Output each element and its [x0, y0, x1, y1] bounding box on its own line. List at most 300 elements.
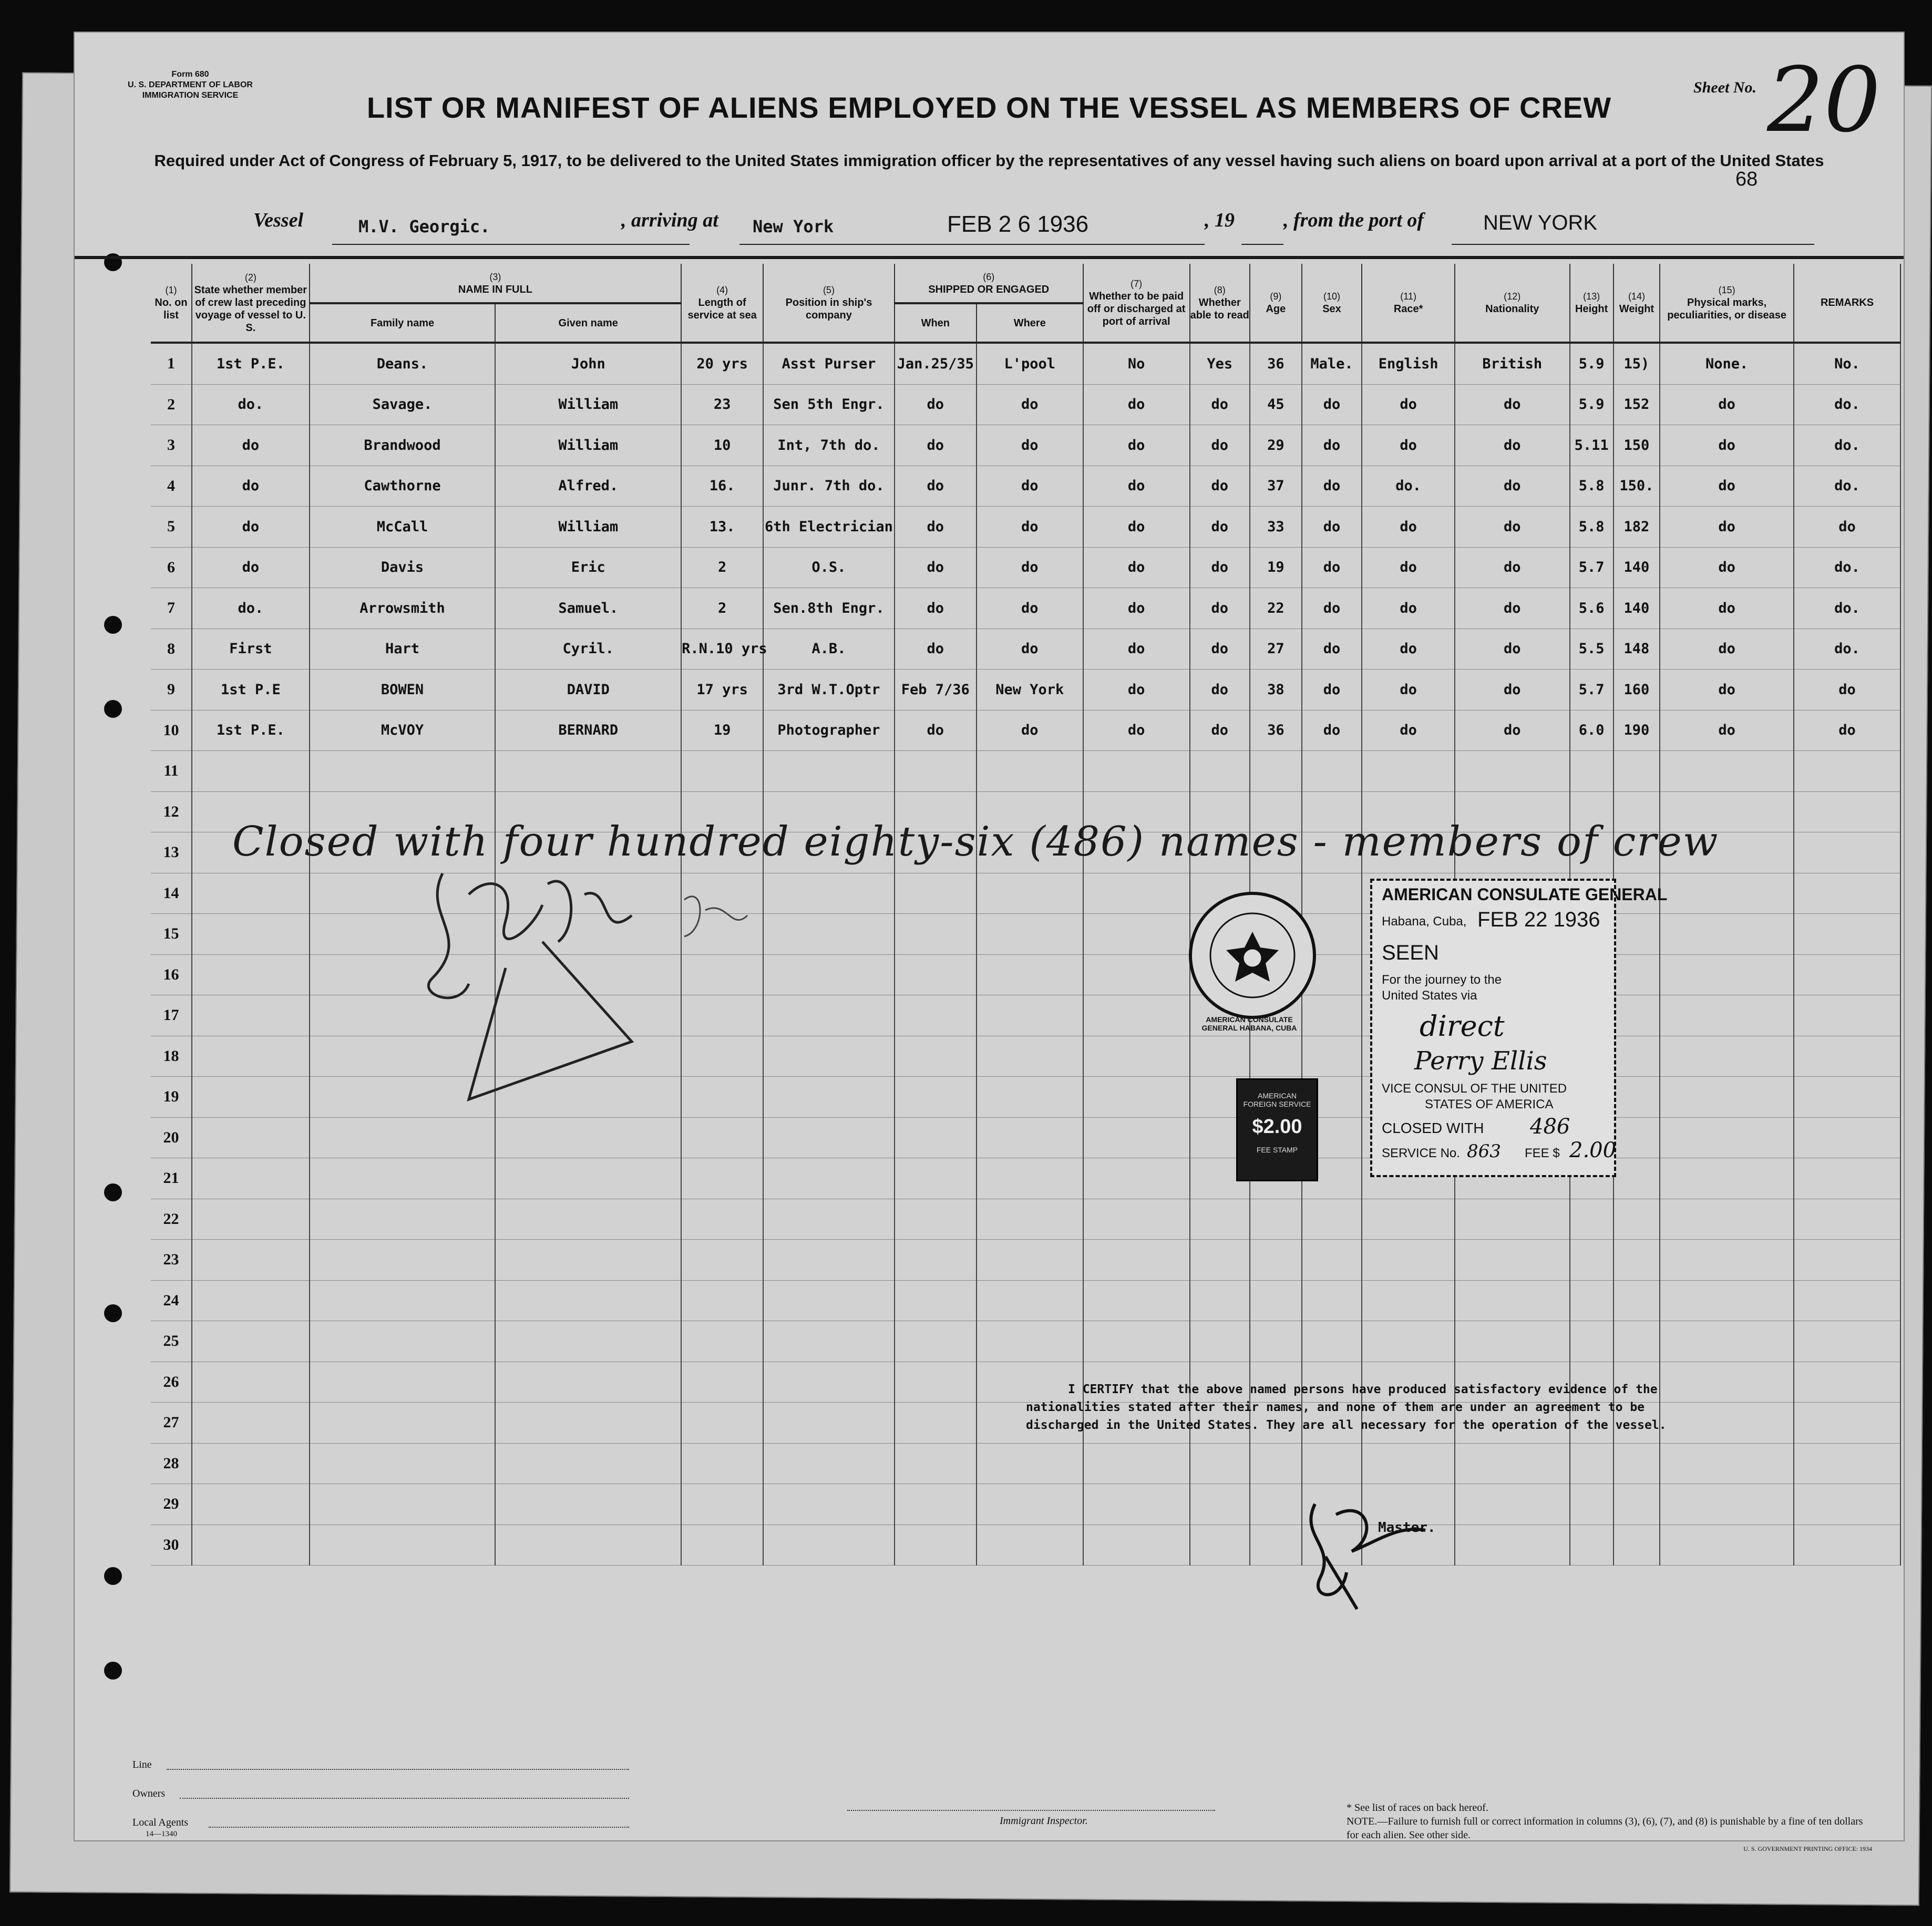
inspector-field — [847, 1809, 1215, 1811]
cell-no: 11 — [151, 751, 192, 792]
cell-remarks — [1794, 1484, 1900, 1525]
cell-state — [192, 914, 310, 955]
cell-age — [1250, 1240, 1302, 1281]
cell-no: 3 — [151, 425, 192, 466]
table-row — [151, 1484, 1900, 1525]
cell-marks: do — [1660, 710, 1794, 751]
cell-no: 30 — [151, 1525, 192, 1565]
cell-where — [977, 1321, 1083, 1362]
cell-remarks: do — [1794, 710, 1900, 751]
cell-paid — [1083, 1240, 1190, 1281]
cell-state — [192, 1036, 310, 1077]
closing-note-handwritten: Closed with four hundred eighty-six (486) names - members of crew — [232, 818, 1719, 866]
cell-age: 37 — [1250, 466, 1302, 507]
cell-paid — [1083, 1199, 1190, 1240]
col-header-age: (9) Age — [1250, 264, 1302, 343]
cell-service: 17 yrs — [681, 670, 763, 710]
cell-family: McCall — [310, 507, 496, 548]
cell-family: Hart — [310, 629, 496, 670]
cell-where — [977, 1484, 1083, 1525]
cell-no: 1 — [151, 343, 192, 384]
sheet-number: 20 — [1767, 48, 1881, 152]
cell-no: 5 — [151, 507, 192, 548]
cell-sex — [1302, 751, 1362, 792]
footer-line-field — [167, 1768, 629, 1770]
cell-position: A.B. — [763, 629, 895, 670]
cell-where — [977, 995, 1083, 1036]
cell-nationality: do — [1455, 425, 1569, 466]
cell-sex: do — [1302, 384, 1362, 425]
cell-marks — [1660, 1525, 1794, 1565]
table-row — [151, 547, 1900, 588]
col-header-height: (13) Height — [1570, 264, 1614, 343]
cell-nationality: do — [1455, 670, 1569, 710]
cell-paid — [1083, 1443, 1190, 1484]
cell-paid — [1083, 1525, 1190, 1565]
cell-when — [895, 1117, 977, 1158]
cell-marks: do — [1660, 425, 1794, 466]
cell-family — [310, 1158, 496, 1199]
cell-no: 19 — [151, 1077, 192, 1118]
cell-when — [895, 954, 977, 995]
cell-read: do — [1190, 507, 1250, 548]
cell-sex: do — [1302, 547, 1362, 588]
cell-paid: do — [1083, 629, 1190, 670]
cell-when — [895, 873, 977, 914]
cell-marks — [1660, 995, 1794, 1036]
cell-marks — [1660, 873, 1794, 914]
punch-hole — [104, 700, 122, 718]
cell-position — [763, 1280, 895, 1321]
cell-height — [1570, 1199, 1614, 1240]
cell-remarks: do. — [1794, 547, 1900, 588]
cell-remarks — [1794, 1117, 1900, 1158]
cell-given — [495, 1199, 681, 1240]
cell-no: 9 — [151, 670, 192, 710]
cell-age: 29 — [1250, 425, 1302, 466]
cell-no: 18 — [151, 1036, 192, 1077]
cell-family — [310, 1240, 496, 1281]
cell-family — [310, 1443, 496, 1484]
cell-weight — [1614, 1158, 1660, 1199]
cell-weight: 140 — [1614, 547, 1660, 588]
year-label: , 19 — [1205, 209, 1235, 231]
cell-weight: 152 — [1614, 384, 1660, 425]
cell-no: 27 — [151, 1403, 192, 1444]
cell-given — [495, 1158, 681, 1199]
cell-state — [192, 751, 310, 792]
cell-when — [895, 1077, 977, 1118]
punch-hole — [104, 616, 122, 634]
cell-where — [977, 1240, 1083, 1281]
cell-where — [977, 1525, 1083, 1565]
cell-position — [763, 1525, 895, 1565]
sheet-extra-number: 68 — [1735, 168, 1758, 190]
cell-weight — [1614, 1484, 1660, 1525]
cell-sex: Male. — [1302, 343, 1362, 384]
cell-weight — [1614, 995, 1660, 1036]
cell-service — [681, 751, 763, 792]
cell-no: 28 — [151, 1443, 192, 1484]
col-header-no: (1) No. on list — [151, 264, 192, 343]
footer-line-label: Line — [132, 1759, 152, 1770]
from-port-label: , from the port of — [1283, 209, 1424, 231]
col-header-position: (5) Position in ship's company — [763, 264, 895, 343]
arriving-port: New York — [753, 217, 834, 236]
consulate-seal — [1189, 892, 1316, 1019]
cell-nationality: British — [1455, 343, 1569, 384]
cell-family — [310, 751, 496, 792]
cell-where — [977, 873, 1083, 914]
cell-read — [1190, 1525, 1250, 1565]
table-row — [151, 384, 1900, 425]
cell-remarks — [1794, 995, 1900, 1036]
cell-where — [977, 1443, 1083, 1484]
cell-age — [1250, 1199, 1302, 1240]
cell-family — [310, 1362, 496, 1403]
cell-race: do — [1362, 629, 1455, 670]
cell-state — [192, 1403, 310, 1444]
cell-given — [495, 1525, 681, 1565]
cell-remarks — [1794, 914, 1900, 955]
cell-when — [895, 751, 977, 792]
stamp-service-label: SERVICE No. — [1382, 1146, 1460, 1160]
cell-nationality — [1455, 1280, 1569, 1321]
cell-position: 3rd W.T.Optr — [763, 670, 895, 710]
cell-sex: do — [1302, 466, 1362, 507]
cell-position — [763, 751, 895, 792]
cell-when: do — [895, 710, 977, 751]
col-header-weight: (14) Weight — [1614, 264, 1660, 343]
col-header-service: (4) Length of service at sea — [681, 264, 763, 343]
cell-weight — [1614, 1443, 1660, 1484]
stamp-title: AMERICAN CONSULATE GENERAL — [1382, 885, 1668, 904]
cell-nationality: do — [1455, 384, 1569, 425]
footer-agents-label: Local Agents — [132, 1817, 189, 1828]
cell-family: BOWEN — [310, 670, 496, 710]
cell-state: do — [192, 547, 310, 588]
cell-weight: 140 — [1614, 588, 1660, 629]
cell-service — [681, 1362, 763, 1403]
cell-state — [192, 1117, 310, 1158]
cell-remarks — [1794, 832, 1900, 873]
cell-given: William — [495, 425, 681, 466]
cell-marks: do — [1660, 547, 1794, 588]
cell-paid: do — [1083, 466, 1190, 507]
table-row — [151, 710, 1900, 751]
cell-no: 12 — [151, 791, 192, 832]
cell-position — [763, 873, 895, 914]
cell-family — [310, 1199, 496, 1240]
cell-height: 5.7 — [1570, 670, 1614, 710]
stamp-fee-value: 2.00 — [1569, 1138, 1617, 1162]
cell-position — [763, 1117, 895, 1158]
cell-nationality — [1455, 1199, 1569, 1240]
cell-paid — [1083, 954, 1190, 995]
cell-position — [763, 1199, 895, 1240]
cell-no: 29 — [151, 1484, 192, 1525]
manifest-sheet — [74, 32, 1905, 1852]
stamp-via-value: direct — [1420, 1010, 1505, 1043]
table-row — [151, 588, 1900, 629]
col-header-family-name: Family name — [310, 303, 496, 343]
cell-paid: do — [1083, 425, 1190, 466]
cell-paid: do — [1083, 384, 1190, 425]
cell-family: Davis — [310, 547, 496, 588]
cell-nationality — [1455, 1443, 1569, 1484]
cell-when: do — [895, 466, 977, 507]
cell-marks: do — [1660, 670, 1794, 710]
cell-weight: 190 — [1614, 710, 1660, 751]
cell-weight: 148 — [1614, 629, 1660, 670]
year-underline — [1241, 243, 1283, 245]
cell-read — [1190, 1240, 1250, 1281]
fee-stamp-value: $2.00 — [1252, 1116, 1302, 1138]
cell-given — [495, 1321, 681, 1362]
table-row — [151, 1443, 1900, 1484]
arriving-label: , arriving at — [621, 209, 718, 231]
cell-remarks — [1794, 1403, 1900, 1444]
cell-when — [895, 1158, 977, 1199]
cell-nationality: do — [1455, 710, 1569, 751]
header-rule — [75, 256, 1904, 259]
cell-remarks — [1794, 1443, 1900, 1484]
stamp-fee-label: FEE $ — [1525, 1146, 1560, 1160]
cell-marks — [1660, 1443, 1794, 1484]
cell-position: Int, 7th do. — [763, 425, 895, 466]
cell-weight — [1614, 914, 1660, 955]
table-row — [151, 1240, 1900, 1281]
cell-when — [895, 995, 977, 1036]
cell-family: Arrowsmith — [310, 588, 496, 629]
inspector-signature — [411, 852, 779, 1126]
cell-no: 14 — [151, 873, 192, 914]
cell-nationality — [1455, 1484, 1569, 1525]
col-header-given-name: Given name — [495, 303, 681, 343]
cell-where: do — [977, 588, 1083, 629]
table-row — [151, 1280, 1900, 1321]
cell-no: 25 — [151, 1321, 192, 1362]
cell-no: 16 — [151, 954, 192, 995]
form-line: Form 680 — [171, 70, 209, 79]
cell-position: Asst Purser — [763, 343, 895, 384]
cell-given — [495, 1240, 681, 1281]
cell-position: Sen.8th Engr. — [763, 588, 895, 629]
cell-state — [192, 873, 310, 914]
cell-given: DAVID — [495, 670, 681, 710]
punch-hole — [104, 1567, 122, 1585]
cell-where: do — [977, 547, 1083, 588]
cell-sex — [1302, 1443, 1362, 1484]
cell-state: do — [192, 425, 310, 466]
cell-paid: do — [1083, 588, 1190, 629]
cell-service — [681, 1280, 763, 1321]
cell-state — [192, 1199, 310, 1240]
cell-when: do — [895, 629, 977, 670]
col-header-race: (11) Race* — [1362, 264, 1455, 343]
cell-service — [681, 1240, 763, 1281]
cell-paid: do — [1083, 507, 1190, 548]
stamp-journey: For the journey to the — [1382, 973, 1502, 987]
cell-position: Sen 5th Engr. — [763, 384, 895, 425]
cell-nationality: do — [1455, 629, 1569, 670]
cell-marks — [1660, 1117, 1794, 1158]
cell-age: 38 — [1250, 670, 1302, 710]
stamp-officer-2: STATES OF AMERICA — [1425, 1097, 1554, 1111]
cell-remarks: do. — [1794, 588, 1900, 629]
cell-age — [1250, 1280, 1302, 1321]
cell-paid: No — [1083, 343, 1190, 384]
cell-family: Deans. — [310, 343, 496, 384]
cell-when — [895, 914, 977, 955]
col-header-shipped: (6) SHIPPED OR ENGAGED — [895, 264, 1083, 303]
cell-read — [1190, 1321, 1250, 1362]
footer-note: NOTE.—Failure to furnish full or correct information in columns (3), (6), (7), and (8) is punishable by a fine of ten dollars for each alien. See other side. — [1347, 1816, 1863, 1841]
cell-height: 5.7 — [1570, 547, 1614, 588]
cell-marks: do — [1660, 588, 1794, 629]
cell-when: do — [895, 507, 977, 548]
cell-marks — [1660, 954, 1794, 995]
col-header-where: Where — [977, 303, 1083, 343]
cell-height — [1570, 751, 1614, 792]
cell-position — [763, 1158, 895, 1199]
cell-marks: do — [1660, 384, 1794, 425]
cell-when: Jan.25/35 — [895, 343, 977, 384]
footer-owners-label: Owners — [132, 1788, 166, 1799]
cell-weight — [1614, 751, 1660, 792]
cell-remarks — [1794, 1321, 1900, 1362]
cell-position — [763, 954, 895, 995]
cell-state: do. — [192, 588, 310, 629]
cell-state: do — [192, 466, 310, 507]
table-row — [151, 1525, 1900, 1565]
cell-position — [763, 1403, 895, 1444]
cell-sex: do — [1302, 425, 1362, 466]
col-header-nationality: (12) Nationality — [1455, 264, 1569, 343]
cell-remarks — [1794, 1525, 1900, 1565]
cell-remarks — [1794, 1199, 1900, 1240]
cell-given — [495, 1443, 681, 1484]
form-line: U. S. DEPARTMENT OF LABOR — [128, 80, 253, 89]
cell-sex: do — [1302, 670, 1362, 710]
fee-stamp-line: FEE STAMP — [1256, 1146, 1298, 1154]
cell-no: 2 — [151, 384, 192, 425]
cell-race: English — [1362, 343, 1455, 384]
cell-remarks — [1794, 873, 1900, 914]
cell-marks: None. — [1660, 343, 1794, 384]
cell-weight — [1614, 1117, 1660, 1158]
cell-marks — [1660, 1484, 1794, 1525]
cell-race: do — [1362, 710, 1455, 751]
cell-paid — [1083, 1280, 1190, 1321]
cell-given: Samuel. — [495, 588, 681, 629]
cell-paid — [1083, 751, 1190, 792]
cell-weight — [1614, 1525, 1660, 1565]
cell-height: 5.11 — [1570, 425, 1614, 466]
cell-service — [681, 1403, 763, 1444]
cell-remarks — [1794, 1158, 1900, 1199]
cell-given: William — [495, 507, 681, 548]
cell-nationality: do — [1455, 547, 1569, 588]
cell-read — [1190, 1036, 1250, 1077]
inspector-label: Immigrant Inspector. — [1000, 1815, 1088, 1827]
cell-family: Brandwood — [310, 425, 496, 466]
footer-agents-field — [209, 1826, 629, 1828]
cell-where: do — [977, 425, 1083, 466]
cell-read: do — [1190, 588, 1250, 629]
cell-no: 15 — [151, 914, 192, 955]
from-port-underline — [1452, 243, 1814, 245]
cell-age — [1250, 1321, 1302, 1362]
cell-given: Eric — [495, 547, 681, 588]
cell-when — [895, 1321, 977, 1362]
cell-when — [895, 1443, 977, 1484]
cell-age — [1250, 751, 1302, 792]
cell-paid — [1083, 1117, 1190, 1158]
cell-weight — [1614, 1240, 1660, 1281]
cell-remarks: No. — [1794, 343, 1900, 384]
cell-height: 5.8 — [1570, 466, 1614, 507]
cell-no: 17 — [151, 995, 192, 1036]
cell-weight — [1614, 954, 1660, 995]
cell-family — [310, 1484, 496, 1525]
cell-read: do — [1190, 466, 1250, 507]
cell-service — [681, 1199, 763, 1240]
cell-where — [977, 1280, 1083, 1321]
cell-read: do — [1190, 629, 1250, 670]
cell-position — [763, 1484, 895, 1525]
table-row — [151, 670, 1900, 710]
cell-where — [977, 751, 1083, 792]
fee-stamp-line: FOREIGN SERVICE — [1243, 1100, 1311, 1108]
vessel-name: M.V. Georgic. — [358, 217, 490, 236]
fee-stamp — [1236, 1078, 1318, 1181]
date-underline — [947, 243, 1205, 245]
cell-weight: 160 — [1614, 670, 1660, 710]
cell-read — [1190, 1199, 1250, 1240]
cell-no: 7 — [151, 588, 192, 629]
cell-race — [1362, 1443, 1455, 1484]
col-header-paid-off: (7) Whether to be paid off or discharged at port of arrival — [1083, 264, 1190, 343]
cell-paid — [1083, 1077, 1190, 1118]
cell-service: 2 — [681, 588, 763, 629]
cell-sex — [1302, 1199, 1362, 1240]
cell-marks — [1660, 1077, 1794, 1118]
cell-weight: 150 — [1614, 425, 1660, 466]
cell-paid — [1083, 1158, 1190, 1199]
manifest-title: LIST OR MANIFEST OF ALIENS EMPLOYED ON THE VESSEL AS MEMBERS OF CREW — [366, 91, 1612, 124]
cell-nationality: do — [1455, 466, 1569, 507]
cell-paid: do — [1083, 547, 1190, 588]
cell-given: Cyril. — [495, 629, 681, 670]
cell-age: 33 — [1250, 507, 1302, 548]
cell-where: do — [977, 384, 1083, 425]
stamp-date: FEB 22 1936 — [1477, 908, 1600, 931]
cell-state — [192, 954, 310, 995]
cell-read: do — [1190, 710, 1250, 751]
cell-race: do — [1362, 507, 1455, 548]
cell-state: do — [192, 507, 310, 548]
cell-nationality — [1455, 1240, 1569, 1281]
cell-service: 23 — [681, 384, 763, 425]
cell-height — [1570, 1240, 1614, 1281]
cell-given — [495, 1403, 681, 1444]
cell-where — [977, 1117, 1083, 1158]
cell-read — [1190, 1484, 1250, 1525]
cell-family: Cawthorne — [310, 466, 496, 507]
cell-remarks — [1794, 1077, 1900, 1118]
cell-when: do — [895, 547, 977, 588]
